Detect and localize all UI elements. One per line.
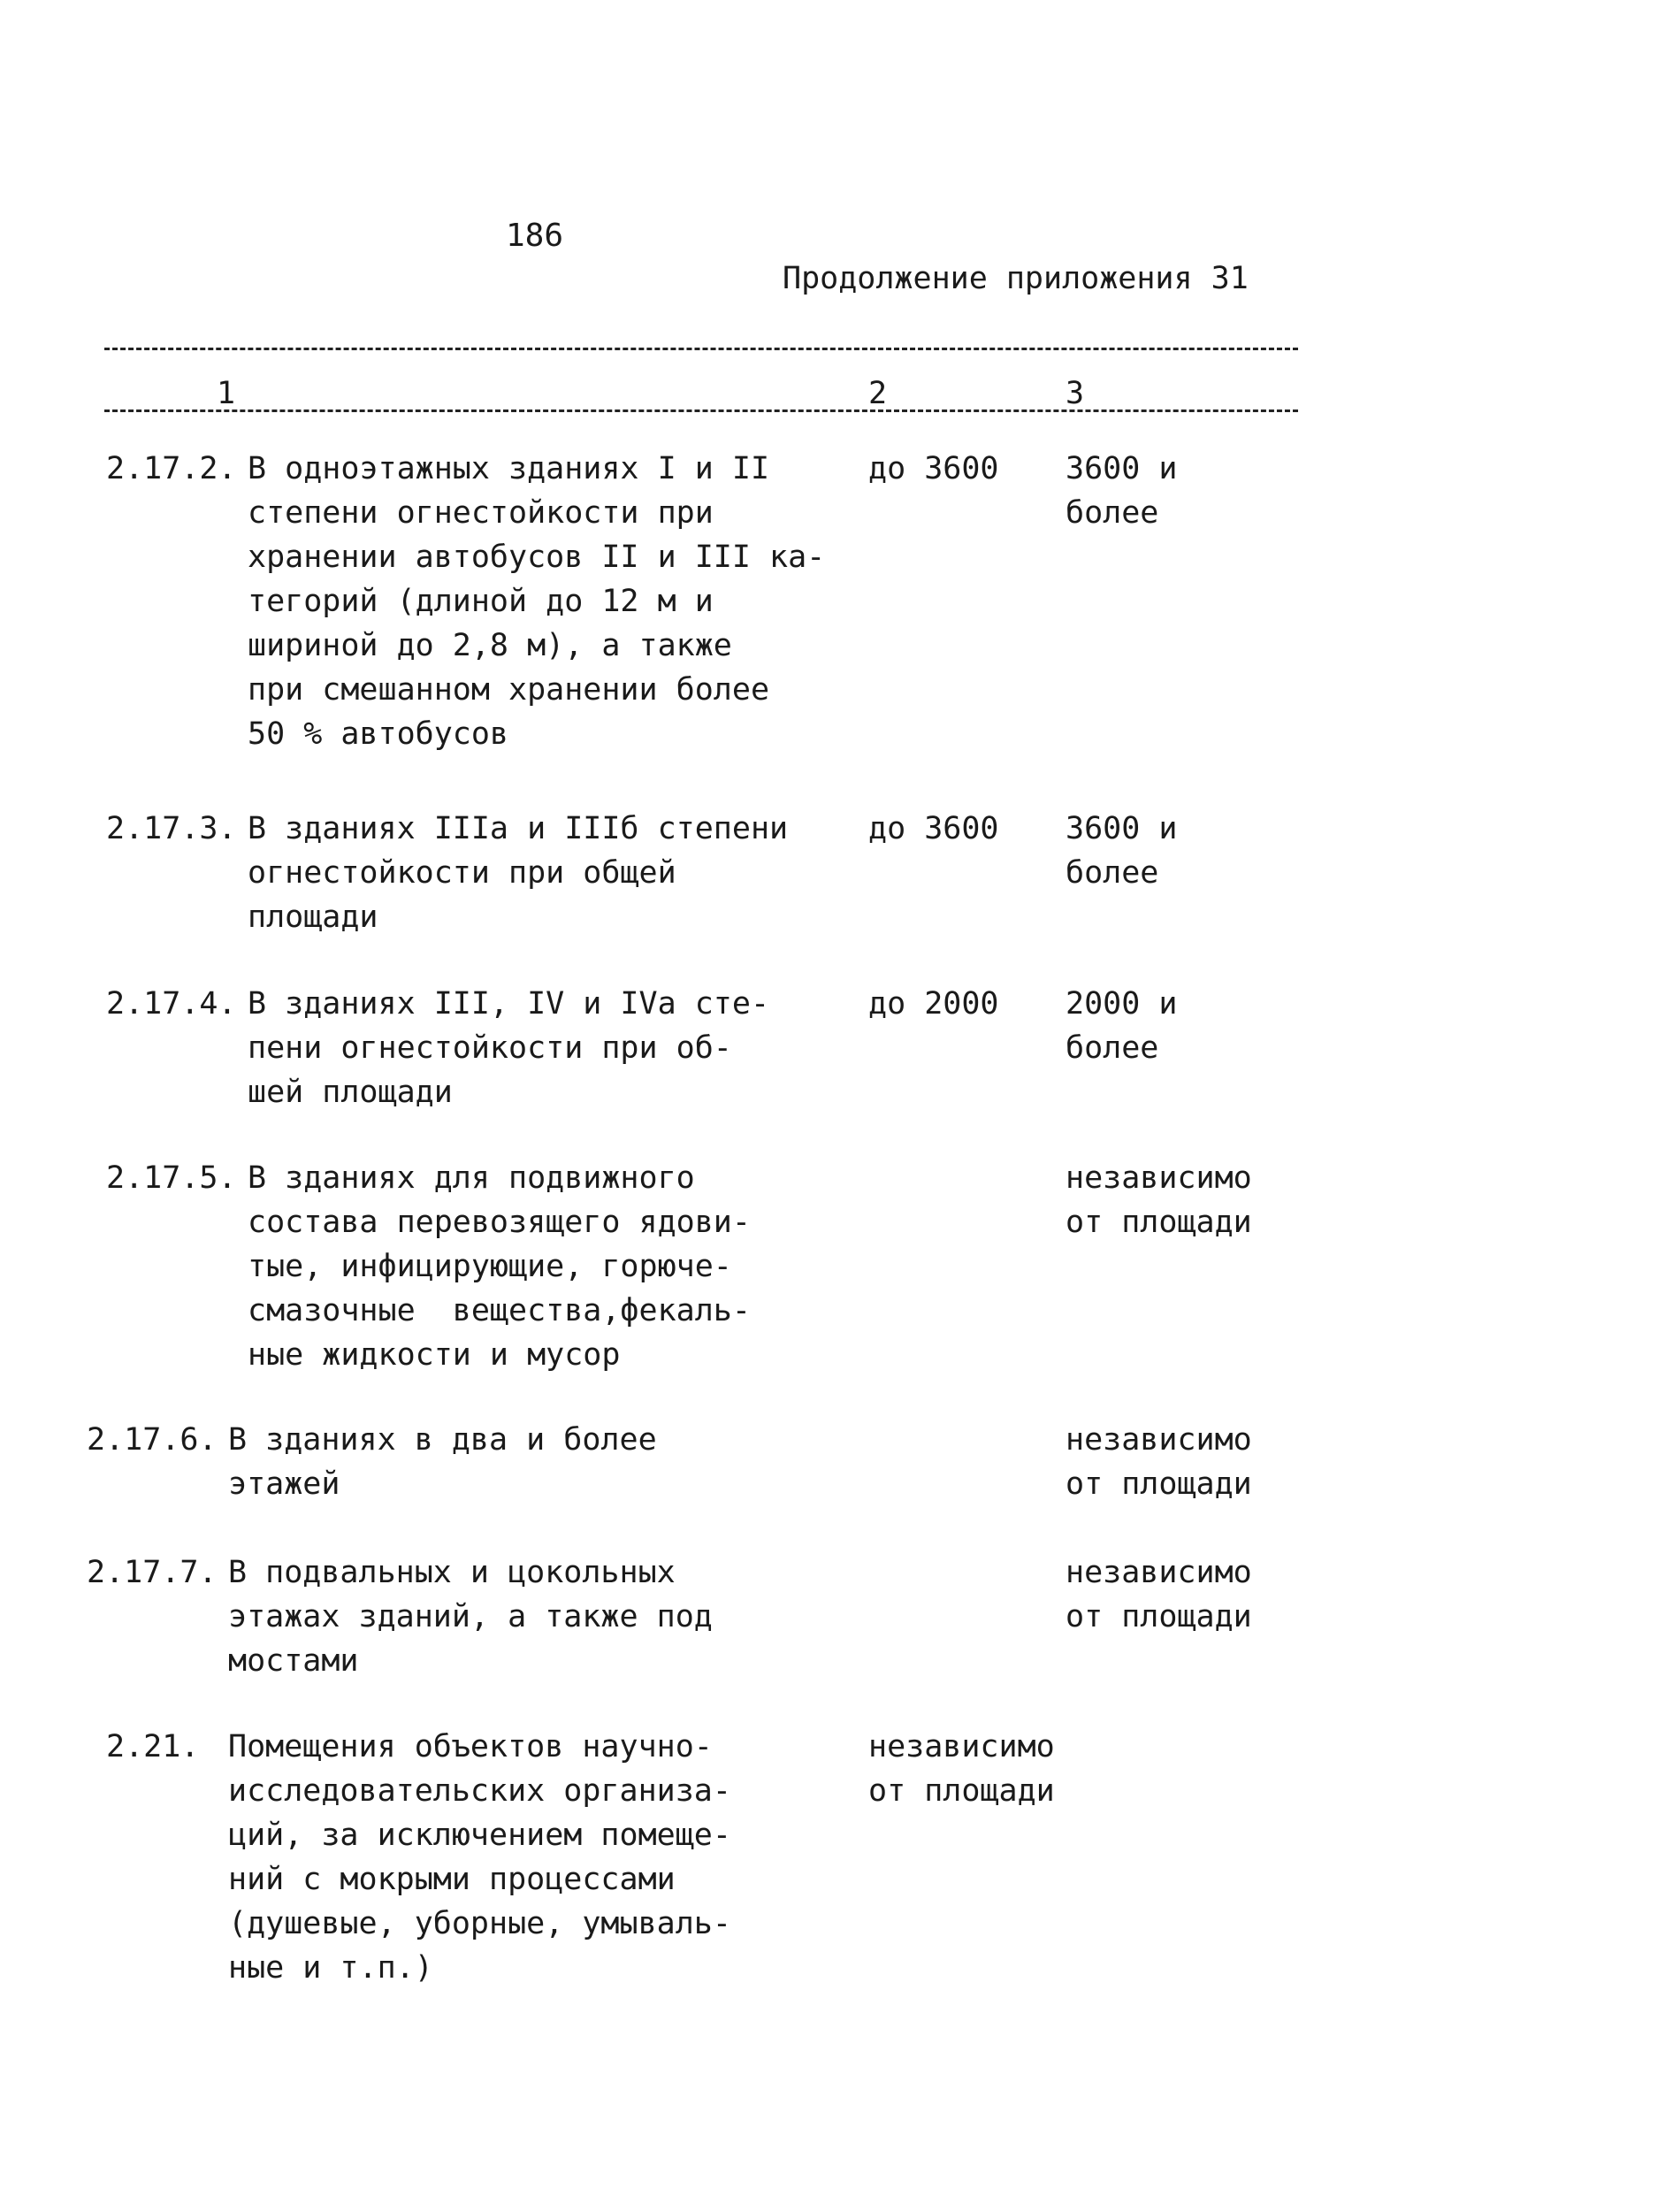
row-col2: независимо от площади [868,1729,1055,1809]
row-description: В одноэтажных зданиях I и II степени огнестойкости при хранении автобусов II и III ка- тегорий (длиной до 12 м и шириной до 2,8 м), а также при смешанном хранении более 50 % автобусов [248,451,826,752]
row-col2: до 3600 [868,811,999,846]
page-number: 186 [506,218,564,254]
table-top-rule [104,348,1298,350]
row-number: 2.17.3. [106,811,237,846]
row-number: 2.17.2. [106,451,237,486]
row-number: 2.17.5. [106,1160,237,1196]
row-description: Помещения объектов научно- исследовательских организа- ций, за исключением помеще- ний с мокрыми процессами (душевые, уборные, умываль- ные и т.п.) [228,1729,731,1986]
row-col2: до 2000 [868,986,999,1022]
row-col2: до 3600 [868,451,999,486]
table-header-rule [104,409,1298,412]
column-header-3: 3 [1066,376,1085,411]
row-number: 2.17.4. [106,986,237,1022]
row-col3: 3600 и более [1066,811,1178,891]
row-col3: независимо от площади [1066,1160,1252,1240]
column-header-2: 2 [868,376,888,411]
row-description: В подвальных и цокольных этажах зданий, а также под мостами [228,1555,713,1679]
row-col3: независимо от площади [1066,1555,1252,1634]
row-description: В зданиях III, IV и IVа сте- пени огнестойкости при об- шей площади [248,986,770,1110]
row-description: В зданиях в два и более этажей [228,1422,657,1502]
row-col3: 2000 и более [1066,986,1178,1066]
column-header-1: 1 [217,376,236,411]
continuation-heading: Продолжение приложения 31 [783,261,1249,296]
row-description: В зданиях IIIа и IIIб степени огнестойкости при общей площади [248,811,789,935]
row-number: 2.17.7. [87,1555,218,1590]
row-number: 2.17.6. [87,1422,218,1458]
row-number: 2.21. [106,1729,200,1764]
row-col3: независимо от площади [1066,1422,1252,1502]
row-description: В зданиях для подвижного состава перевозящего ядови- тые, инфицирующие, горюче- смазочные вещества,фекаль- ные жидкости и мусор [248,1160,751,1373]
row-col3: 3600 и более [1066,451,1178,531]
